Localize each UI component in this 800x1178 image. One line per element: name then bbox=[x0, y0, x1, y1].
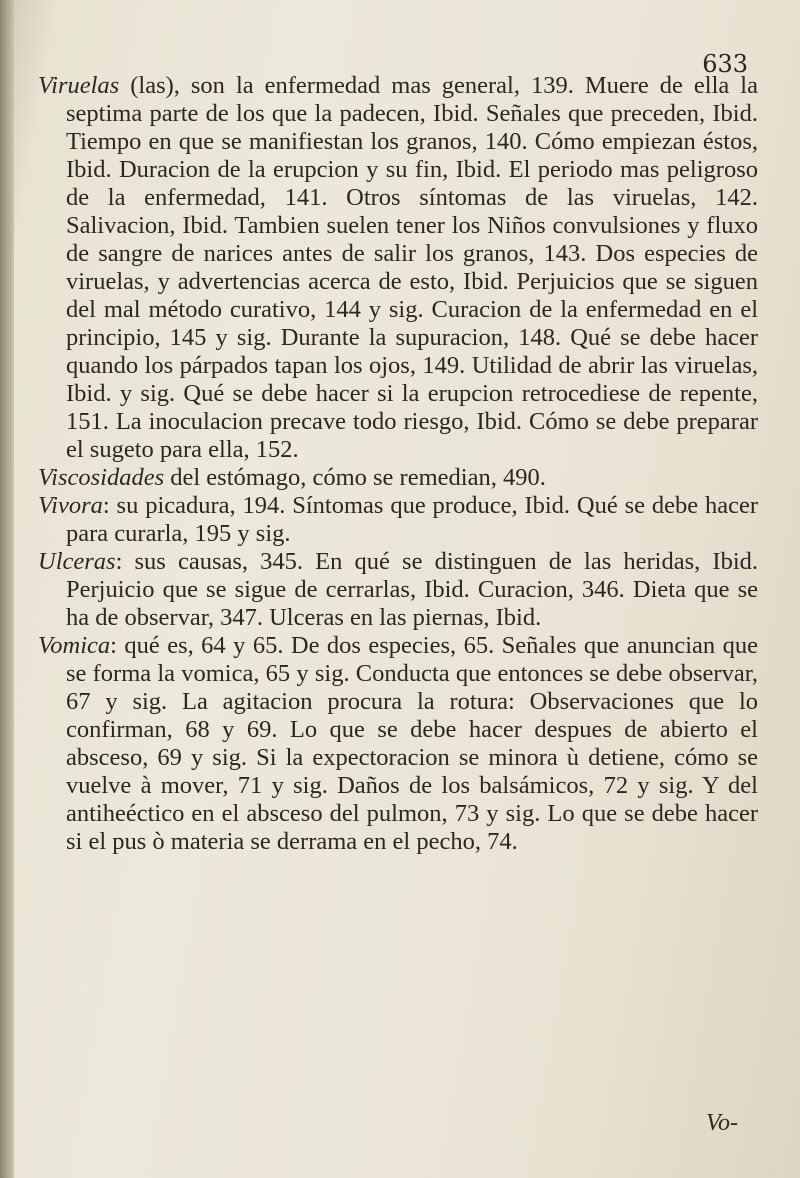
index-entry-ulceras bbox=[38, 548, 758, 632]
entry-head: Vivora bbox=[38, 492, 103, 519]
entry-head: Viscosidades bbox=[38, 464, 165, 491]
entry-text: del estómago, cómo se remedian, 490. bbox=[164, 464, 546, 491]
index-entry-vivora bbox=[38, 492, 758, 548]
entry-head: Ulceras bbox=[38, 548, 116, 575]
index-entry-viruelas bbox=[38, 72, 758, 464]
page-gutter bbox=[0, 0, 14, 1178]
entry-head: Vomica bbox=[38, 632, 111, 659]
entry-text: : qué es, 64 y 65. De dos especies, 65. Señales que anuncian que se forma la vomica, 65 y sig. Conducta que entonces se debe observar, 67 y sig. La agitacion procura la rotura: Observaciones que lo confirman, 68 y 69. Lo que se debe hacer despues de abierto el absceso, 69 y sig. Si la expectoracion se minora ù detiene, cómo se vuelve à mover, 71 y sig. Daños de los balsámicos, 72 y sig. Y del antiheéctico en el absceso del pulmon, 73 y sig. Lo que se debe hacer si el pus ò materia se derrama en el pecho, 74. bbox=[66, 632, 758, 855]
index-entry-viscosidades bbox=[38, 464, 758, 492]
entry-text: : su picadura, 194. Síntomas que produce, Ibid. Qué se debe hacer para curarla, 195 y sig. bbox=[66, 492, 758, 547]
entry-text: : sus causas, 345. En qué se distinguen de las heridas, Ibid. Perjuicio que se sigue de cerrarlas, Ibid. Curacion, 346. Dieta que se ha de observar, 347. Ulceras en las piernas, Ibid. bbox=[66, 548, 758, 631]
entry-text: (las), son la enfermedad mas general, 139. Muere de ella la septima parte de los que la padecen, Ibid. Señales que preceden, Ibid. Tiempo en que se manifiestan los granos, 140. Cómo empiezan éstos, Ibid. Duracion de la erupcion y su fin, Ibid. El periodo mas peligroso de la enfermedad, 141. Otros síntomas de las viruelas, 142. Salivacion, Ibid. Tambien suelen tener los Niños convulsiones y fluxo de sangre de narices antes de salir los granos, 143. Dos especies de viruelas, y advertencias acerca de esto, Ibid. Perjuicios que se siguen del mal método curativo, 144 y sig. Curacion de la enfermedad en el principio, 145 y sig. Durante la supuracion, 148. Qué se debe hacer quando los párpados tapan los ojos, 149. Utilidad de abrir las viruelas, Ibid. y sig. Qué se debe hacer si la erupcion retrocediese de repente, 151. La inoculacion precave todo riesgo, Ibid. Cómo se debe preparar el sugeto para ella, 152. bbox=[66, 72, 758, 463]
page-number: 633 bbox=[702, 50, 748, 78]
index-entry-vomica bbox=[38, 632, 758, 856]
index-entries bbox=[38, 72, 758, 856]
entry-head: Viruelas bbox=[38, 72, 120, 99]
catchword: Vo- bbox=[706, 1110, 738, 1136]
